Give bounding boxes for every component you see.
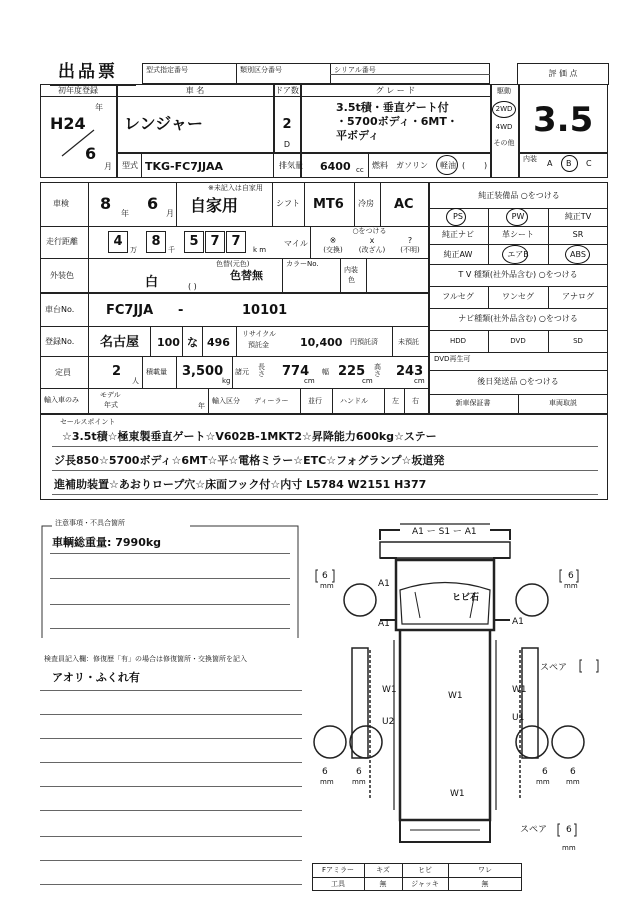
width-label: 幅	[322, 368, 329, 376]
tread-rr1-unit: mm	[536, 778, 550, 786]
tread-rl1: 6	[322, 767, 328, 777]
chassis-dash: -	[178, 303, 184, 318]
interior-color-label-1: 内装	[344, 266, 358, 274]
equipment-header: 純正装備品 ○をつける	[478, 191, 560, 200]
mileage-unit-sen: 千	[168, 246, 175, 254]
exterior-paren: ( )	[188, 282, 197, 291]
displacement-label: 排気量	[279, 161, 303, 170]
import-year-unit: 年	[198, 402, 205, 410]
ac-value: AC	[394, 197, 414, 212]
inspection-label: 車検	[53, 199, 69, 208]
drive-other[interactable]: その他	[493, 139, 515, 147]
handle-right[interactable]: 右	[412, 397, 419, 405]
mileage-digit-2: 8	[151, 234, 161, 249]
aftermarket-warranty[interactable]: 新車保証書	[455, 399, 491, 407]
aftermarket-header: 後日発送品 ○をつける	[477, 377, 559, 386]
tread-rr1: 6	[542, 767, 548, 777]
fuel-diesel[interactable]: 軽油	[440, 161, 456, 170]
score-label: 評 価 点	[548, 69, 578, 78]
length-unit: cm	[304, 377, 315, 385]
diagram-a1-left-2: A1	[378, 619, 390, 629]
equipment-airbag[interactable]: エアB	[507, 250, 529, 259]
interior-color-label-2: 色	[348, 276, 355, 284]
tv-analog[interactable]: アナログ	[562, 292, 594, 301]
footer-jack-value: 無	[481, 880, 489, 888]
navi-hdd[interactable]: HDD	[449, 337, 467, 345]
mileage-tamper[interactable]: (改ざん)	[358, 246, 386, 254]
equipment-navi[interactable]: 純正ナビ	[442, 230, 474, 239]
fuel-gasoline[interactable]: ガソリン	[396, 161, 428, 170]
inspector-label: 検査員記入欄：修復歴「有」の場合は修復箇所・交換箇所を記入	[44, 655, 247, 663]
capacity-value: 2	[112, 364, 122, 379]
fuel-paren-close: )	[484, 161, 488, 170]
interior-label: 内装	[523, 155, 537, 163]
capacity-label: 定員	[55, 368, 71, 377]
tread-rl2: 6	[356, 767, 362, 777]
length-label: 長さ	[258, 363, 265, 378]
equipment-abs[interactable]: ABS	[570, 250, 586, 259]
tv-fullseg[interactable]: フルセグ	[442, 292, 474, 301]
tread-fl: 6	[322, 571, 328, 581]
equipment-sr[interactable]: SR	[572, 230, 584, 239]
footer-header-scratch: キズ	[376, 866, 390, 874]
sales-points-label: セールスポイント	[60, 418, 116, 426]
load-label: 積載量	[146, 368, 167, 376]
model-year-label-1: モデル	[100, 391, 121, 399]
equipment-tv[interactable]: 純正TV	[564, 212, 592, 221]
mileage-tamper-mark: x	[369, 236, 375, 245]
equipment-ps-circle	[446, 208, 466, 226]
handle-left[interactable]: 左	[392, 397, 399, 405]
footer-header-mirror: Fアミラー	[321, 866, 355, 874]
diagram-a1-left: A1	[378, 579, 390, 589]
mileage-unit-man: 万	[130, 246, 137, 254]
mileage-unit-km: k m	[253, 246, 267, 254]
mileage-mile: マイル	[284, 239, 308, 248]
model-value: TKG-FC7JJAA	[145, 160, 224, 173]
doors-value: 2	[282, 117, 292, 132]
diagram-crack: ヒビ石	[452, 593, 480, 603]
inspector-comment: アオリ・ふくれ有	[52, 671, 140, 684]
mileage-swap-mark: ※	[329, 236, 337, 245]
mileage-label: 走行距離	[46, 237, 78, 246]
sales-point-line-2: ジ長850☆5700ボディ☆6MT☆平☆電格ミラー☆ETC☆フォグランプ☆坂道発	[54, 454, 445, 467]
sales-point-line-1: ☆3.5t積☆極東製垂直ゲート☆V602B-1MKT2☆昇降能力600kg☆ステー	[62, 430, 437, 443]
tv-oneseg[interactable]: ワンセグ	[502, 292, 534, 301]
load-value: 3,500	[182, 364, 224, 379]
tread-fr: 6	[568, 571, 574, 581]
shift-label: シフト	[276, 199, 300, 208]
diagram-w1-left: W1	[382, 685, 397, 695]
handle-label: ハンドル	[340, 397, 368, 405]
equipment-aw[interactable]: 純正AW	[443, 250, 473, 259]
import-dealer[interactable]: ディーラー	[254, 397, 289, 405]
aftermarket-manual[interactable]: 車両取説	[549, 399, 577, 407]
footer-tools-label: 工具	[331, 880, 345, 888]
inspection-use: 自家用	[190, 196, 239, 215]
car-name-value: レンジャー	[124, 114, 203, 133]
mileage-digit-3: 5	[189, 234, 199, 249]
inspection-note: ※未記入は自家用	[208, 184, 263, 192]
exterior-value: 白	[145, 275, 159, 290]
length-value: 774	[282, 364, 310, 379]
diagram-u1: U1	[512, 713, 525, 723]
exterior-label: 外装色	[50, 271, 74, 280]
recycle-none[interactable]: 未預託	[398, 338, 419, 346]
mileage-digit-4: 7	[210, 234, 220, 249]
chassis-prefix: FC7JJA	[106, 303, 154, 318]
car-name-label: 車 名	[185, 86, 205, 95]
capacity-unit: 人	[132, 377, 139, 385]
inspection-year: 8	[100, 194, 112, 213]
dvd-play[interactable]: DVD再生可	[434, 355, 471, 363]
notes-label: 注意事項・不具合箇所	[55, 519, 125, 527]
grade-line-1: 3.5t積・垂直ゲート付	[336, 101, 449, 114]
grade-line-3: 平ボディ	[336, 129, 380, 142]
recycle-label-1: リサイクル	[242, 330, 277, 338]
model-cert-label: 型式指定番号	[146, 66, 188, 74]
interior-c[interactable]: C	[586, 159, 592, 168]
interior-b[interactable]: B	[566, 159, 572, 168]
ac-label: 冷房	[358, 199, 374, 208]
mileage-digit-1: 4	[113, 234, 123, 249]
height-label: 高さ	[374, 363, 381, 378]
mileage-unknown-mark: ?	[407, 236, 413, 245]
equipment-abs-circle	[565, 245, 590, 264]
footer-tools-value: 無	[379, 880, 387, 888]
import-label: 輸入車のみ	[44, 396, 79, 404]
diagram-spare-1: スペア	[540, 663, 568, 673]
interior-b-circle	[561, 155, 578, 172]
equipment-pw-circle	[506, 208, 528, 226]
doors-unit: D	[283, 140, 291, 149]
mileage-circle-note: ○をつける	[352, 227, 387, 235]
load-unit: kg	[222, 377, 231, 385]
chassis-number: 10101	[242, 303, 288, 318]
height-value: 243	[396, 364, 424, 379]
footer-jack-label: ジャッキ	[411, 880, 439, 888]
drive-label: 駆動	[497, 87, 511, 95]
drive-2wd[interactable]: 2WD	[495, 105, 513, 113]
doors-label: ドア数	[275, 86, 299, 95]
height-unit: cm	[414, 377, 425, 385]
width-unit: cm	[362, 377, 373, 385]
navi-sd[interactable]: SD	[573, 337, 583, 345]
diagram-a1-right: A1	[512, 617, 524, 627]
first-reg-month-unit: 月	[104, 162, 112, 171]
registration-kana: な	[187, 336, 198, 349]
dims-label: 諸元	[235, 368, 249, 376]
serial-label: シリアル番号	[334, 66, 376, 74]
import-class-label: 輸入区分	[212, 397, 240, 405]
fuel-diesel-circle	[436, 155, 458, 175]
footer-header-crack: ヒビ	[418, 866, 432, 874]
recycle-label-2: 預託金	[248, 341, 269, 349]
equipment-ps[interactable]: PS	[453, 212, 463, 221]
page-title: 出品票	[58, 62, 118, 82]
score-value: 3.5	[533, 100, 594, 140]
displacement-unit: cc	[356, 166, 364, 174]
tread-rl2-unit: mm	[352, 778, 366, 786]
tread-fr-unit: mm	[564, 582, 578, 590]
equipment-airbag-circle	[502, 245, 528, 264]
registration-label: 登録No.	[45, 337, 75, 346]
drive-4wd[interactable]: 4WD	[495, 123, 513, 131]
drive-2wd-circle	[492, 101, 516, 118]
exterior-color-change-label: 色替(元色)	[216, 260, 250, 268]
equipment-pw[interactable]: PW	[511, 212, 525, 221]
chassis-label: 車台No.	[45, 305, 75, 314]
color-no-label: カラーNo.	[286, 260, 319, 268]
tread-spare: 6	[566, 825, 572, 835]
shift-value: MT6	[313, 197, 344, 212]
mileage-unknown[interactable]: (不明)	[400, 246, 420, 254]
tv-header: T V 種類(社外品含む) ○をつける	[458, 270, 578, 279]
registration-number: 496	[207, 336, 230, 349]
gross-weight: 車輌総重量: 7990kg	[52, 536, 162, 549]
inspection-month: 6	[147, 194, 159, 213]
registration-region: 名古屋	[100, 335, 140, 350]
model-label: 型式	[122, 161, 138, 170]
navi-header: ナビ種類(社外品含む) ○をつける	[458, 314, 578, 323]
sales-point-line-3: 進補助装置☆あおりロープ穴☆床面フック付☆内寸 L5784 W2151 H377	[54, 478, 427, 491]
equipment-leather[interactable]: 革シート	[502, 230, 534, 239]
tread-rr2: 6	[570, 767, 576, 777]
truck-diagram	[300, 520, 600, 860]
diagram-w1-right: W1	[512, 685, 527, 695]
inspection-month-unit: 月	[166, 209, 174, 218]
mileage-swap[interactable]: (交換)	[323, 246, 343, 254]
first-reg-label: 初年度登録	[58, 86, 98, 95]
inspection-year-unit: 年	[121, 209, 129, 218]
diagram-w1-rear: W1	[450, 789, 465, 799]
registration-class: 100	[157, 336, 180, 349]
width-value: 225	[338, 364, 366, 379]
grade-label: グ レ ー ド	[375, 86, 416, 95]
diagram-u2: U2	[382, 717, 395, 727]
tread-rr2-unit: mm	[566, 778, 580, 786]
diagram-spare-2: スペア	[520, 825, 548, 835]
grade-line-2: ・5700ボディ・6MT・	[336, 115, 458, 128]
footer-header-break: ワレ	[478, 866, 492, 874]
first-reg-year-unit: 年	[95, 103, 103, 112]
first-reg-month: 6	[85, 144, 97, 163]
first-reg-year: H24	[50, 114, 86, 133]
import-parallel[interactable]: 並行	[308, 397, 322, 405]
displacement-value: 6400	[320, 160, 351, 173]
model-year-label-2: 年式	[104, 401, 118, 409]
tread-spare-unit: mm	[562, 844, 576, 852]
diagram-w1-center: W1	[448, 691, 463, 701]
fuel-label: 燃料	[372, 161, 388, 170]
fuel-paren-open: (	[462, 161, 466, 170]
recycle-value: 10,400	[300, 336, 343, 349]
mileage-digit-5: 7	[231, 234, 241, 249]
class-label: 類別区分番号	[240, 66, 282, 74]
tread-fl-unit: mm	[320, 582, 334, 590]
tread-rl1-unit: mm	[320, 778, 334, 786]
recycle-unit[interactable]: 円預託済	[350, 338, 378, 346]
diagram-top-codes: A1 ー S1 ー A1	[412, 527, 477, 537]
exterior-repaint: 色替無	[230, 269, 263, 282]
navi-dvd[interactable]: DVD	[510, 337, 526, 345]
interior-a[interactable]: A	[547, 159, 553, 168]
